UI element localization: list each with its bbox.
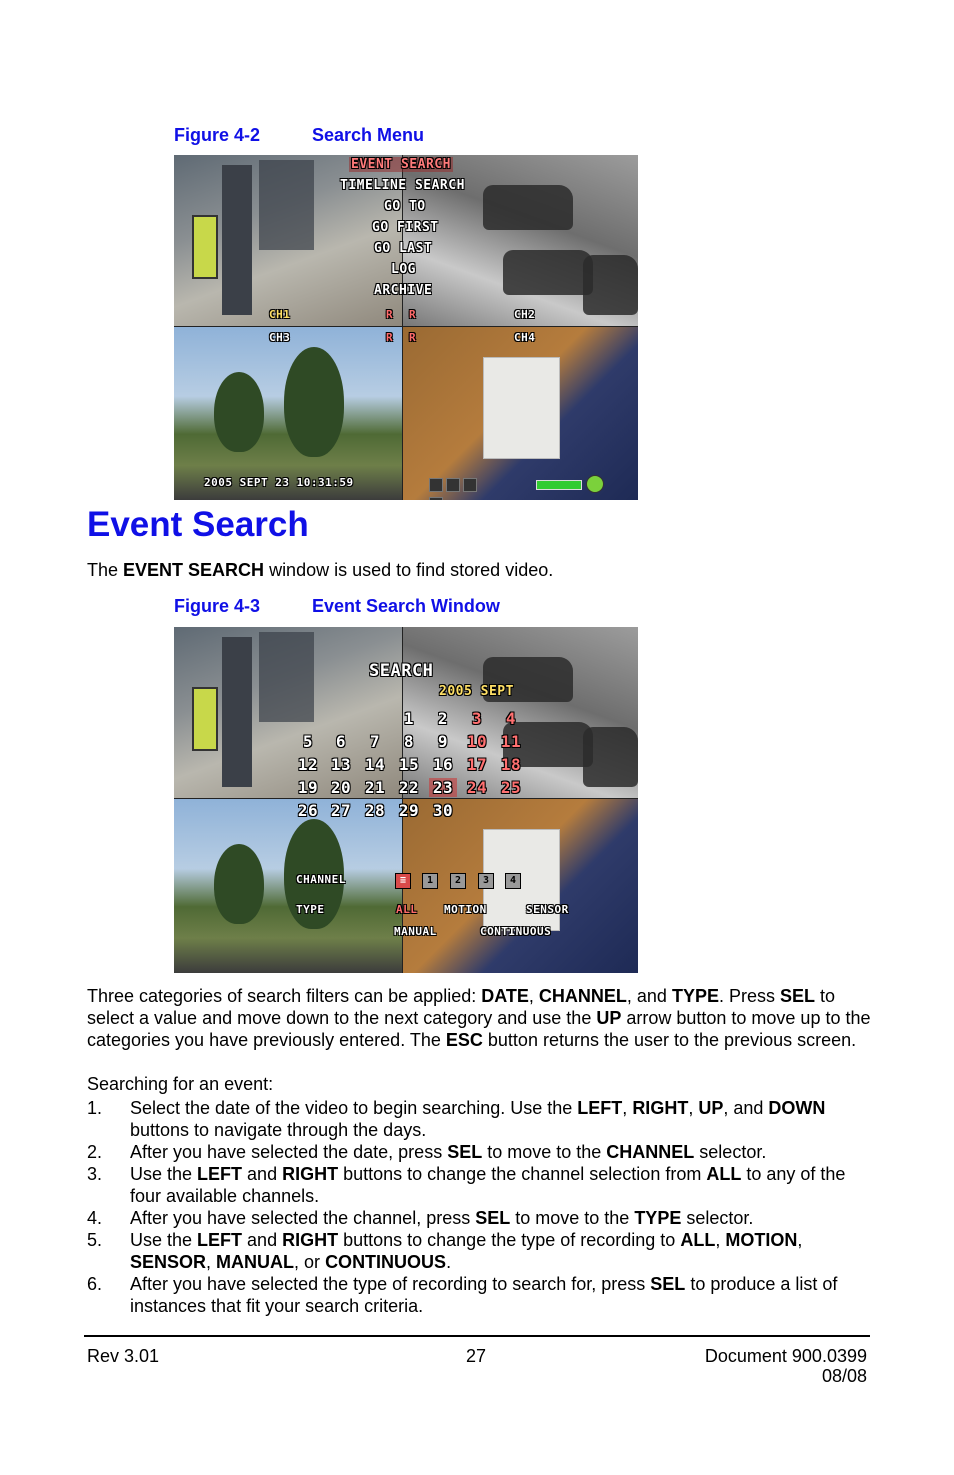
calendar-day[interactable]: 20 <box>330 778 352 797</box>
type-sensor-option[interactable]: SENSOR <box>526 903 569 916</box>
step-item: 4. After you have selected the channel, press SEL to move to the TYPE selector. <box>87 1208 754 1228</box>
figure-4-2-caption <box>174 125 424 146</box>
calendar-day[interactable]: 17 <box>466 755 488 774</box>
camera-3-view <box>174 327 402 500</box>
menu-go-first[interactable]: GO FIRST <box>372 220 439 235</box>
intro-paragraph: The EVENT SEARCH window is used to find stored video. <box>87 560 554 580</box>
calendar-day[interactable]: 18 <box>500 755 522 774</box>
calendar-day[interactable]: 30 <box>432 801 454 820</box>
step-item: 2. After you have selected the date, press SEL to move to the CHANNEL selector. <box>87 1142 767 1162</box>
channel-2-label: CH2 <box>514 308 536 321</box>
recording-indicator: R <box>386 331 394 344</box>
step-number: 2. <box>87 1142 103 1162</box>
calendar-day[interactable]: 27 <box>330 801 352 820</box>
calendar-day[interactable]: 2 <box>437 709 449 728</box>
calendar-day[interactable]: 26 <box>297 801 319 820</box>
step-number: 1. <box>87 1098 103 1118</box>
calendar-day[interactable]: 16 <box>432 755 454 774</box>
channel-3-option[interactable]: 3 <box>478 873 494 889</box>
menu-log[interactable]: LOG <box>391 262 416 277</box>
date-time-stamp: 2005 SEPT 23 10:31:59 <box>204 476 354 489</box>
calendar-day[interactable]: 21 <box>364 778 386 797</box>
figure-4-3-caption <box>174 596 500 617</box>
channel-label: CHANNEL <box>296 873 346 886</box>
type-all-option[interactable]: ALL <box>396 903 418 916</box>
footer-rule <box>84 1335 870 1337</box>
steps-intro: Searching for an event: <box>87 1074 274 1094</box>
calendar-day[interactable]: 12 <box>297 755 319 774</box>
recycle-icon <box>586 475 604 493</box>
step-item: 5. Use the LEFT and RIGHT buttons to change the type of recording to ALL, MOTION, SENSOR, MANUAL, or CONTINUOUS. <box>87 1230 803 1272</box>
calendar-day[interactable]: 11 <box>500 732 522 751</box>
step-item: 1. Select the date of the video to begin searching. Use the LEFT, RIGHT, UP, and DOWN buttons to navigate through the days. <box>87 1098 826 1140</box>
channel-4-label: CH4 <box>514 331 536 344</box>
footer-document-number: Document 900.0399 <box>704 1346 867 1366</box>
channel-2-option[interactable]: 2 <box>450 873 466 889</box>
recording-indicator: R <box>409 331 417 344</box>
calendar-month: 2005 SEPT <box>439 684 514 699</box>
step-number: 5. <box>87 1230 103 1250</box>
calendar-day[interactable]: 9 <box>437 732 449 751</box>
calendar-day[interactable]: 29 <box>398 801 420 820</box>
calendar-day[interactable]: 15 <box>398 755 420 774</box>
footer-date: 08/08 <box>821 1366 867 1386</box>
recording-indicator: R <box>386 308 394 321</box>
channel-1-label: CH1 <box>269 308 291 321</box>
figure-title: Event Search Window <box>312 596 500 616</box>
type-manual-option[interactable]: MANUAL <box>394 925 437 938</box>
type-label: TYPE <box>296 903 325 916</box>
calendar-day[interactable]: 3 <box>471 709 483 728</box>
calendar-day[interactable]: 23 <box>429 778 457 797</box>
menu-event-search[interactable]: EVENT SEARCH <box>351 157 451 172</box>
menu-archive[interactable]: ARCHIVE <box>374 283 433 298</box>
menu-go-last[interactable]: GO LAST <box>374 241 433 256</box>
calendar-day[interactable]: 24 <box>466 778 488 797</box>
calendar-day[interactable]: 25 <box>500 778 522 797</box>
calendar-day[interactable]: 19 <box>297 778 319 797</box>
figure-number: Figure 4-2 <box>174 125 261 145</box>
calendar-day[interactable]: 22 <box>398 778 420 797</box>
figure-title: Search Menu <box>312 125 425 145</box>
search-title: SEARCH <box>369 661 434 681</box>
event-search-screenshot <box>174 627 638 973</box>
hdd-status-icons <box>429 478 491 490</box>
figure-number: Figure 4-3 <box>174 596 261 616</box>
calendar-day[interactable]: 6 <box>335 732 347 751</box>
menu-timeline-search[interactable]: TIMELINE SEARCH <box>340 178 465 193</box>
footer-revision: Rev 3.01 <box>87 1346 160 1366</box>
search-menu-screenshot <box>174 155 638 500</box>
calendar-day[interactable]: 13 <box>330 755 352 774</box>
calendar-day[interactable]: 14 <box>364 755 386 774</box>
channel-3-label: CH3 <box>269 331 291 344</box>
camera-3-view <box>174 799 402 973</box>
channel-1-option[interactable]: 1 <box>422 873 438 889</box>
channel-all-icon[interactable]: ≡ <box>395 873 411 889</box>
step-number: 6. <box>87 1274 103 1294</box>
footer-document <box>705 1346 867 1386</box>
calendar-day[interactable]: 28 <box>364 801 386 820</box>
menu-go-to[interactable]: GO TO <box>384 199 426 214</box>
disk-usage-bar <box>536 480 582 490</box>
calendar-day[interactable]: 4 <box>505 709 517 728</box>
steps-list <box>87 1097 877 1317</box>
step-number: 4. <box>87 1208 103 1228</box>
type-motion-option[interactable]: MOTION <box>444 903 487 916</box>
channel-4-option[interactable]: 4 <box>505 873 521 889</box>
footer-page-number: 27 <box>466 1346 487 1366</box>
type-continuous-option[interactable]: CONTINUOUS <box>480 925 552 938</box>
calendar-day[interactable]: 8 <box>403 732 415 751</box>
step-item: 6. After you have selected the type of recording to search for, press SEL to produce a list of instances that fit your search criteria. <box>87 1274 838 1316</box>
section-title: Event Search <box>87 505 309 544</box>
step-item: 3. Use the LEFT and RIGHT buttons to change the channel selection from ALL to any of the four available channels. <box>87 1164 846 1206</box>
calendar-day[interactable]: 7 <box>369 732 381 751</box>
filters-paragraph: Three categories of search filters can be applied: DATE, CHANNEL, and TYPE. Press SEL to select a value and move down to the next category and use the UP arrow button to move up to the categories you have previously entered. The ESC button returns the user to the previous screen. <box>87 986 871 1050</box>
calendar-day[interactable]: 10 <box>466 732 488 751</box>
calendar-day[interactable]: 1 <box>403 709 415 728</box>
calendar-day[interactable]: 5 <box>302 732 314 751</box>
camera-4-view <box>403 327 638 500</box>
recording-indicator: R <box>409 308 417 321</box>
step-number: 3. <box>87 1164 103 1184</box>
